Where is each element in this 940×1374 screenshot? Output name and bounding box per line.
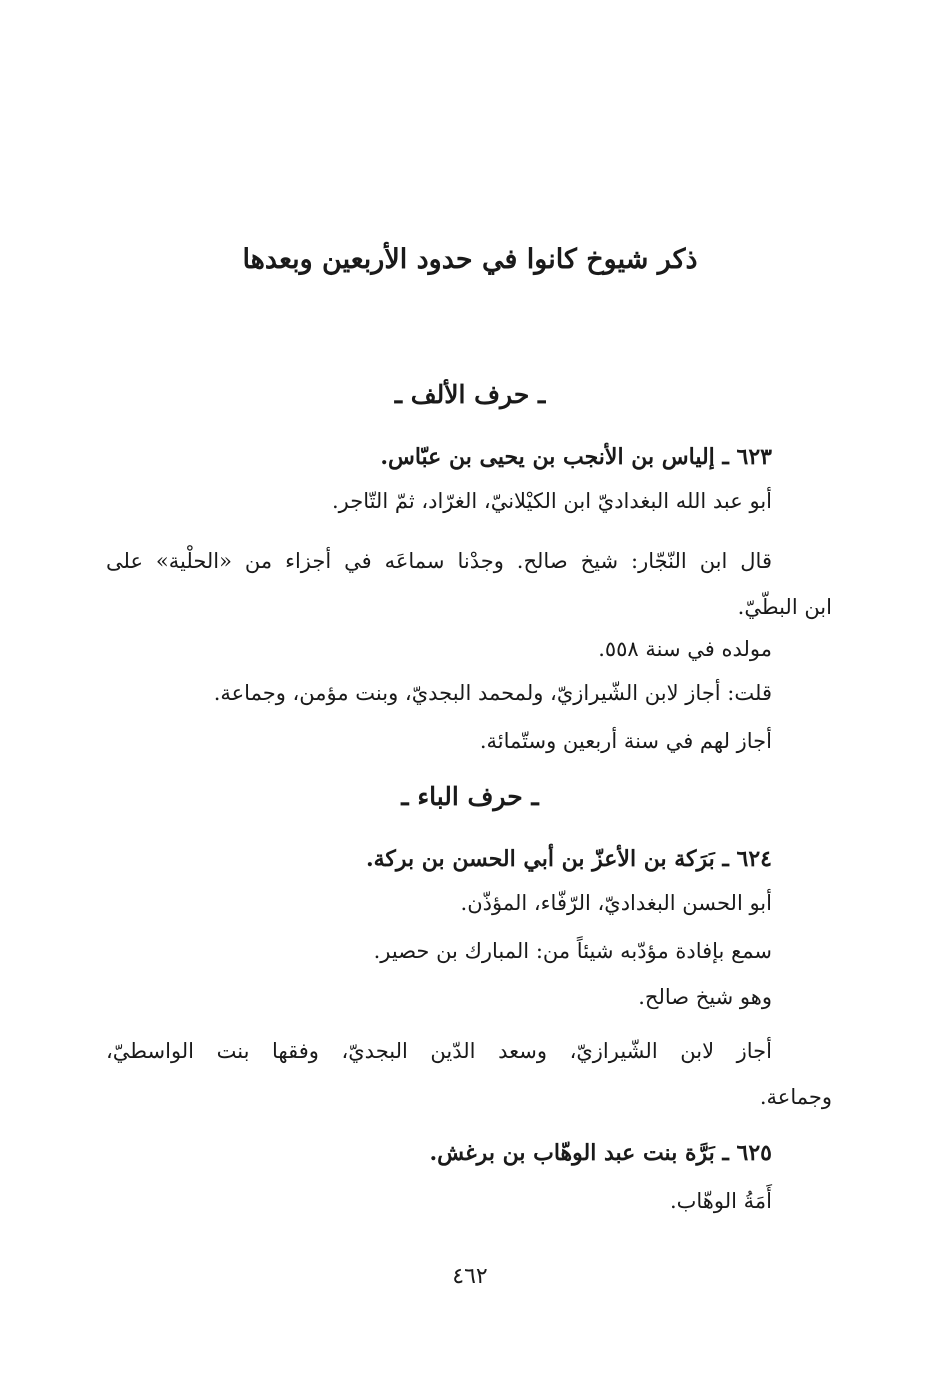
page-number: ٤٦٢ xyxy=(452,1264,488,1289)
entry-624-line-1: أبو الحسن البغداديّ، الرّفّاء، المؤذّن. xyxy=(460,891,772,915)
entry-625-heading: ٦٢٥ ـ بَرَّة بنت عبد الوهّاب بن برغش. xyxy=(429,1140,772,1166)
entry-623-line-4: مولده في سنة ٥٥٨. xyxy=(598,637,772,661)
section-heading-ba: ـ حرف الباء ـ xyxy=(401,782,539,811)
entry-623-line-1: أبو عبد الله البغداديّ ابن الكيْلانيّ، الغرّاد، ثمّ التّاجر. xyxy=(331,489,772,513)
entry-623-line-3: ابن البطّيّ. xyxy=(737,595,832,619)
entry-624-line-5: وجماعة. xyxy=(759,1085,832,1109)
entry-624-line-2: سمع بإفادة مؤدّبه شيئاً من: المبارك بن حصير. xyxy=(373,939,772,963)
entry-623-line-6: أجاز لهم في سنة أربعين وستّمائة. xyxy=(479,729,772,753)
chapter-title: ذكر شيوخ كانوا في حدود الأربعين وبعدها xyxy=(242,244,698,275)
entry-625-line-1: أَمَةُ الوهّاب. xyxy=(669,1189,772,1213)
entry-623-line-2: قال ابن النّجّار: شيخ صالح. وجدْنا سماعَه في أجزاء من «الحلْية» على xyxy=(106,549,772,573)
section-heading-alif: ـ حرف الألف ـ xyxy=(394,380,546,409)
entry-624-heading: ٦٢٤ ـ بَرَكة بن الأعزّ بن أبي الحسن بن بركة. xyxy=(365,846,772,872)
entry-624-line-4: أجاز لابن الشّيرازيّ، وسعد الدّين البجديّ، وفقها بنت الواسطيّ، xyxy=(106,1039,772,1063)
entry-623-line-5: قلت: أجاز لابن الشّيرازيّ، ولمحمد البجديّ، وبنت مؤمن، وجماعة. xyxy=(213,681,772,705)
entry-624-line-3: وهو شيخ صالح. xyxy=(638,985,772,1009)
entry-623-heading: ٦٢٣ ـ إلياس بن الأنجب بن يحيى بن عبّاس. xyxy=(380,444,772,470)
